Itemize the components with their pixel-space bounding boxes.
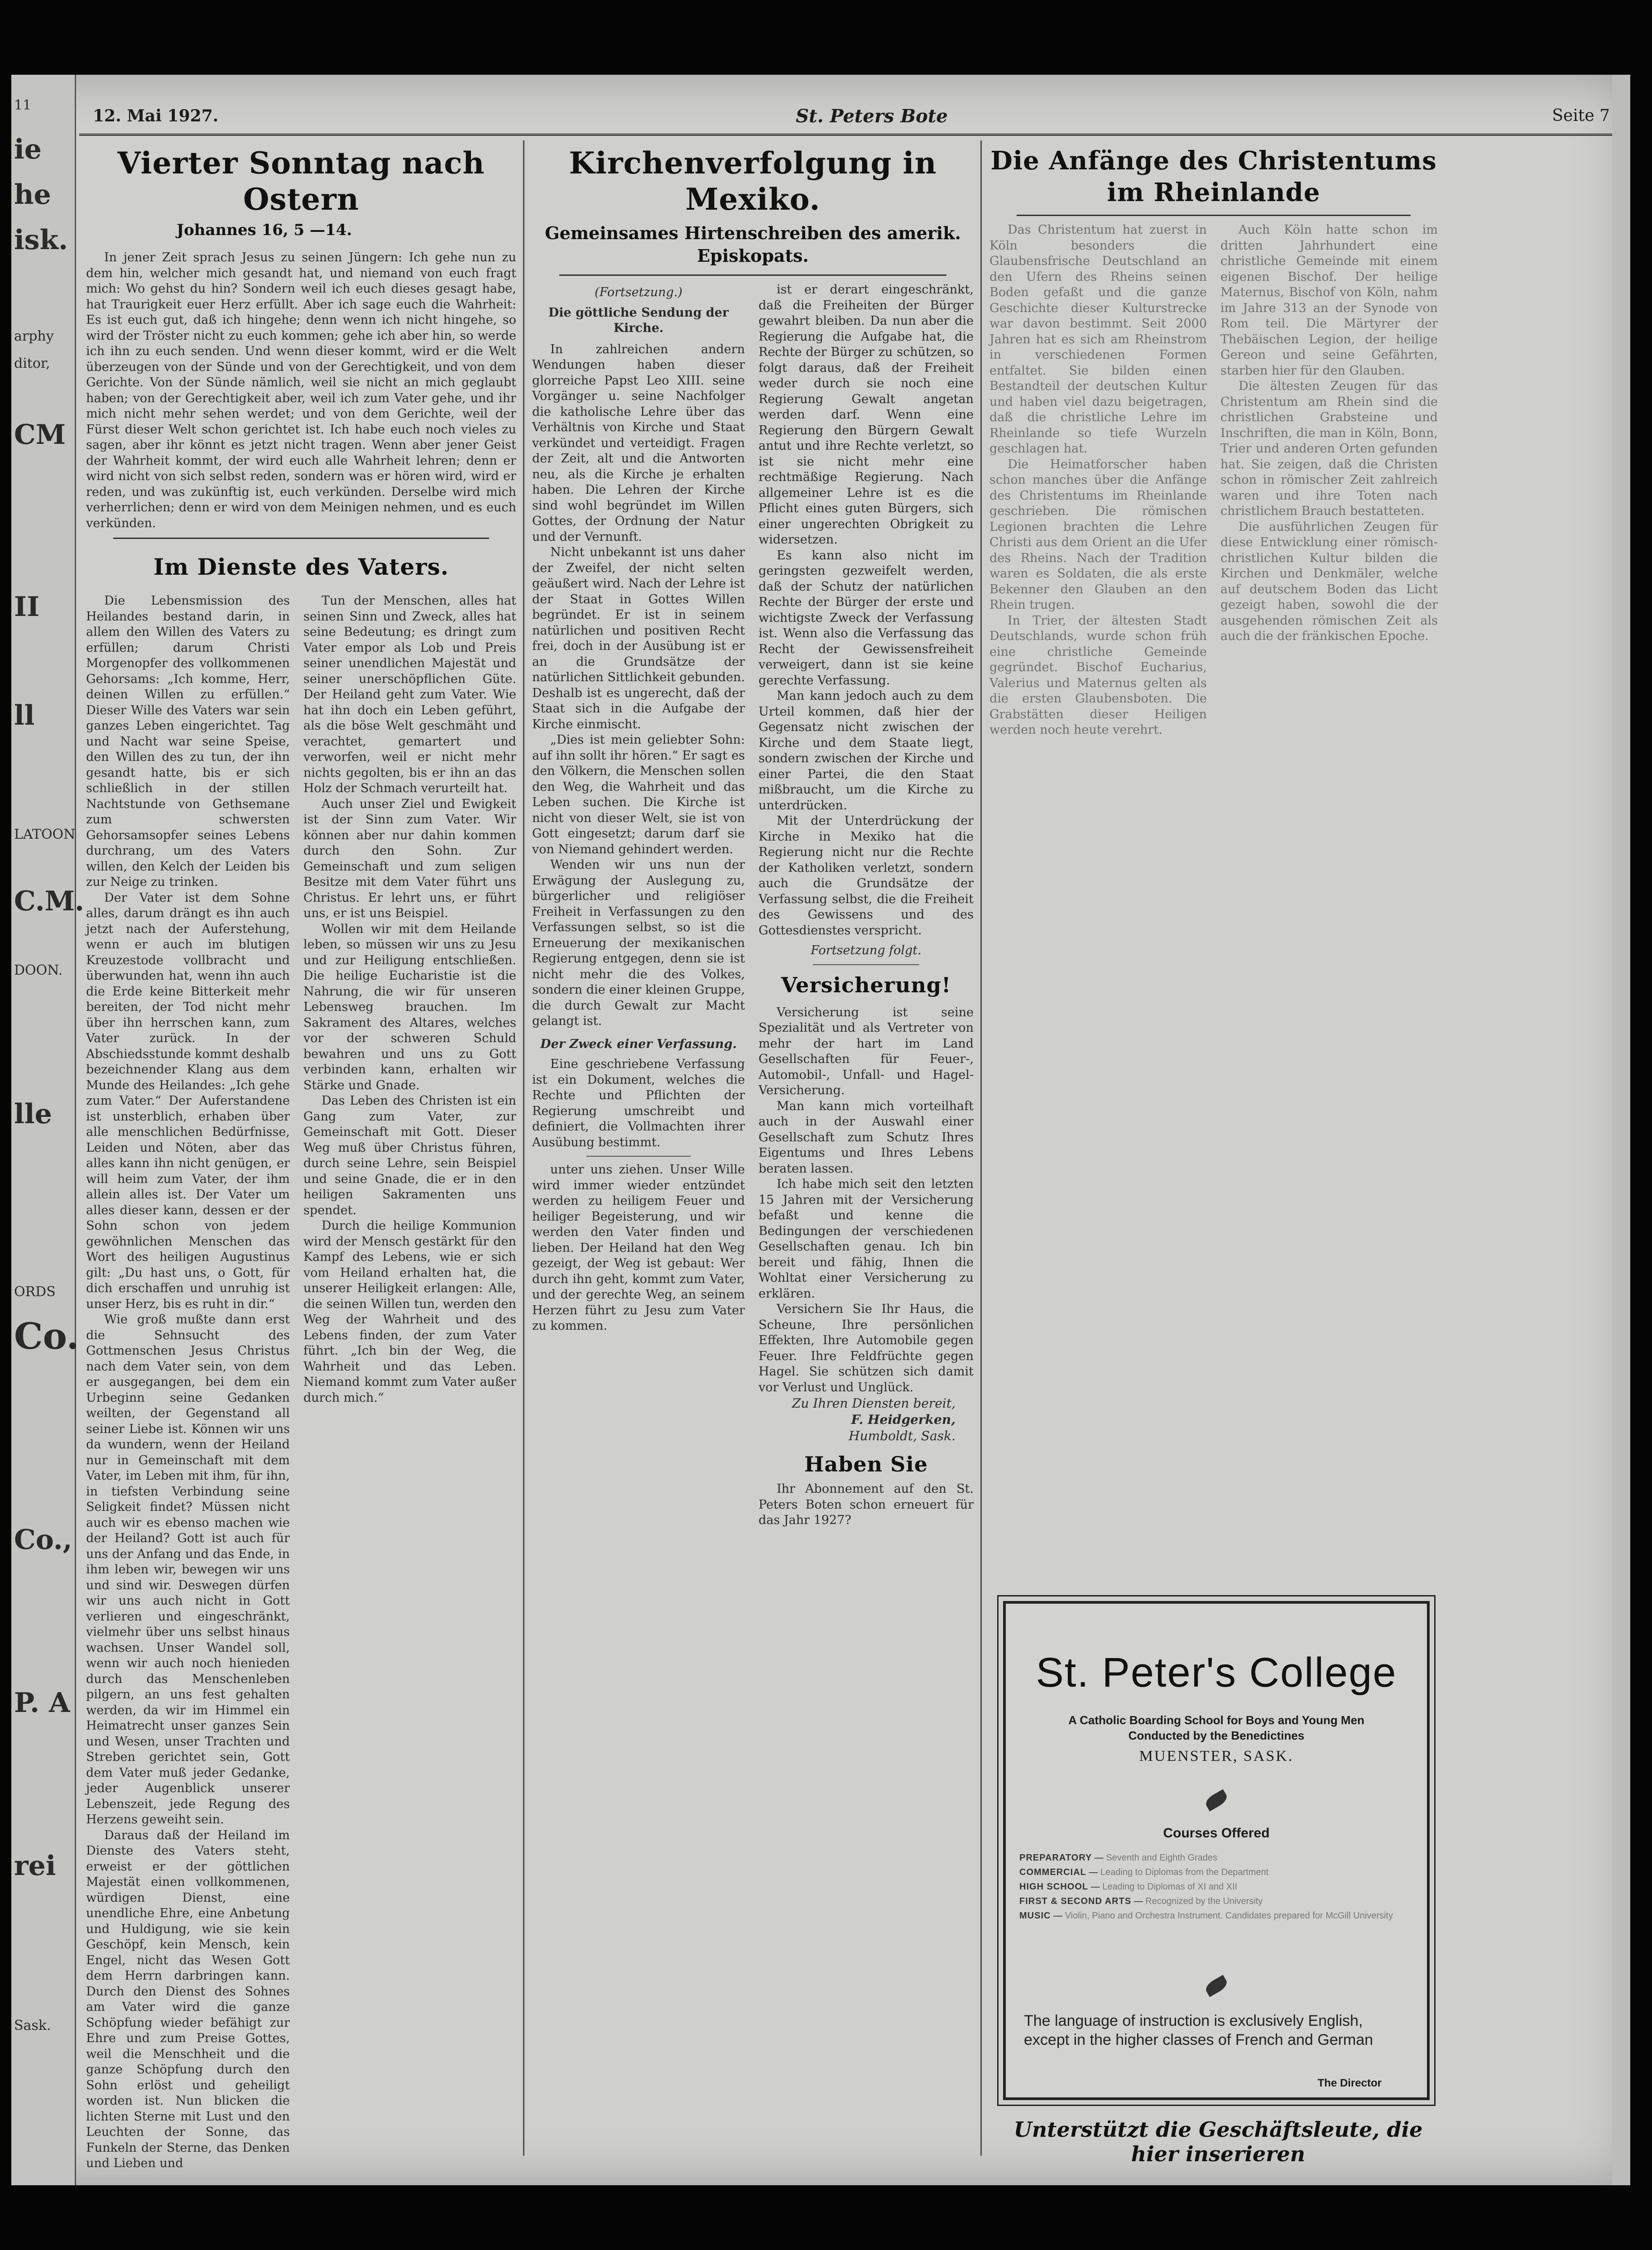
masthead-bar [79, 102, 1628, 136]
ad-tagline [1006, 1712, 1427, 1743]
paragraph: Wollen wir mit dem Heilande leben, so müssen wir uns zu Jesu und zur Heiligung entschließen. Die heilige Eucharistie ist die Nahrung, die wir für unseren Lebensweg brauchen. Im Sakrament des Altares, welches vor der schweren Schuld bewahren und uns zu Gott verbinden kann, erhalten wir Stärke und Gnade. [303, 922, 516, 1092]
ad-signature: The Director [1317, 2077, 1382, 2089]
paragraph: unter uns ziehen. Unser Wille wird immer wieder entzündet werden zu heiligem Feuer und heiliger Begeisterung, und wir werden den Vater finden und lieben. Der Heiland hat den Weg gezeigt, der Weg ist gebaut: Wer durch ihn geht, kommt zum Vater, und der gerechte Weg, an seinem Herzen führt zu Jesu zum Vater zu kommen. [532, 1163, 745, 1333]
edge-fragment: CM [14, 419, 66, 451]
course-name: PREPARATORY [1019, 1853, 1092, 1863]
ad-tagline-line: Conducted by the Benedictines [1128, 1729, 1305, 1742]
course-name: MUSIC [1019, 1911, 1051, 1921]
course-item: HIGH SCHOOL — Leading to Diplomas of XI and XII [1019, 1882, 1238, 1892]
course-item: FIRST & SECOND ARTS — Recognized by the University [1019, 1896, 1263, 1906]
paragraph: Mit der Unterdrückung der Kirche in Mexiko hat die Regierung nicht nur die Rechte der Katholiken verletzt, sondern auch die Grundsätze der Verfassung selbst, die die Freiheit des Gewissens und des Gottesdienstes verspricht. [759, 814, 974, 938]
edge-fragment: DOON. [14, 962, 63, 978]
signature-place: Humboldt, Sask. [849, 1428, 956, 1443]
service-text-right [303, 593, 516, 1406]
edge-fragment: he [14, 179, 51, 211]
paragraph: Durch die heilige Kommunion wird der Mensch gestärkt für den Kampf des Lebens, wie er sich vom Heiland erhalten hat, die unserer Heiligkeit erlangen: Alle, die seinen Willen tun, werden den Weg der Wahrheit und des Lebens finden, der zum Vater führt. „Ich bin der Weg, die Wahrheit und das Leben. Niemand kommt zum Vater außer durch mich.“ [303, 1219, 516, 1405]
paragraph: Versicherung ist seine Spezialität und als Vertreter von mehr der hart im Land Gesellschaften für Feuer-, Automobil-, Unfall- und Hagel-Versicherung. [759, 1005, 974, 1097]
paragraph: In Trier, der ältesten Stadt Deutschlands, wurde schon früh eine christliche Gemeinde gegründet. Bischof Eucharius, Valerius und Maternus gelten als die ersten Glaubensboten. Die Grabstätten dieser Heiligen werden noch heute verehrt. [989, 613, 1207, 737]
paragraph: Es kann also nicht im geringsten gezweifelt werden, daß der Schutz der natürlichen Rechte der Bürger der erste und wichtigste Zweck der Verfassung ist. Wenn also die Verfassung das Recht der Gewissensfreiheit verweigert, dann ist sie keine gerechte Verfassung. [759, 548, 974, 688]
edge-fragment: Sask. [14, 2018, 51, 2034]
paragraph: Die ältesten Zeugen für das Christentum am Rhein sind die christlichen Grabsteine und Inschriften, die man in Köln, Bonn, Trier und anderen Orten gefunden hat. Sie zeigen, daß die Christen schon in römischer Zeit zahlreich waren und ihre Toten nach christlichem Brauch bestatteten. [1220, 379, 1438, 518]
paragraph: Ihr Abonnement auf den St. Peters Boten schon erneuert für das Jahr 1927? [759, 1482, 974, 1527]
edge-fragment: ll [14, 700, 35, 731]
paragraph: Wie groß mußte dann erst die Sehnsucht des Gottmenschen Jesus Christus nach dem Vater sein, von dem er ausgegangen, bei dem ein Urbeginn seine Gedanken weilten, der Gegenstand all seiner Liebe ist. Können wir uns da wundern, wenn der Heiland nur in Gemeinschaft mit dem Vater, im Leben mit ihm, für ihn, in tiefsten Verbindung seine Seligkeit findet? Müssen nicht auch wir es ebenso machen wie der Heiland? Gott ist auch für uns der Anfang und das Ende, in ihm leben wir, bewegen wir uns und sind wir. Deswegen dürfen wir uns auch nicht in Gott verlieren und eingeschränkt, vielmehr über uns selbst hinaus wachsen. Unser Wandel soll, wenn wir auch noch hienieden durch das Menschenleben pilgern, an uns fest gehalten werden, da wir im Himmel ein Heimatrecht unser ganzes Sein und Wesen, unser Trachten und Streben gerichtet sein, Gott dem Vater muß jeder Gedanke, jeder Augenblick unserer Lebenszeit, jede Regung des Herzens geweiht sein. [86, 1312, 290, 1827]
paragraph: Auch Köln hatte schon im dritten Jahrhundert eine christliche Gemeinde mit einem eigenen Bischof. Der heilige Maternus, Bischof von Köln, nahm im Jahre 313 an der Synode von Rom teil. Die Märtyrer der Thebäischen Legion, der heilige Gereon und seine Gefährten, starben hier für den Glauben. [1220, 223, 1438, 378]
page-number: Seite 7 [1552, 106, 1610, 125]
mexico-text-right [759, 282, 974, 1529]
column-sunday [86, 140, 516, 2170]
edge-fragment: ORDS [14, 1284, 56, 1300]
ad-location: MUENSTER, SASK. [1139, 1748, 1294, 1764]
column-rule [980, 140, 982, 2156]
newspaper-name: St. Peters Bote [796, 106, 948, 127]
leaf-ornament-icon [1203, 1789, 1229, 1811]
paragraph: Wenden wir uns nun der Erwägung der Auslegung zu, bürgerlicher und religiöser Freiheit in Verfassungen zu den Verfassungen selbst, so ist die Erneuerung der mexikanischen Regierung entgegen, denn sie ist nicht mehr die des Volkes, sondern die einer kleinen Gruppe, die durch Gewalt zur Macht gelangt ist. [532, 858, 745, 1028]
signature-name: F. Heidgerken, [851, 1412, 956, 1427]
edge-fragment: ie [14, 134, 42, 165]
paragraph: Nicht unbekannt ist uns daher der Zweifel, der nicht selten geäußert wird. Nach der Lehre ist der Staat in Gottes Willen begründet. Er ist in seinem natürlichen und positiven Recht frei, doch in der Ausübung ist er an die Grundsätze der natürlichen Sittlichkeit gebunden. Deshalb ist es ungerecht, daß der Staat sich in die Aufgabe der Kirche einmischt. [532, 545, 745, 731]
course-name: FIRST & SECOND ARTS [1019, 1896, 1132, 1906]
headline-sunday: Vierter Sonntag nach Ostern [117, 145, 485, 217]
continuation-note: (Fortsetzung.) [595, 285, 682, 299]
edge-fragment: 11 [14, 97, 32, 113]
rhineland-text-left [989, 222, 1207, 738]
signature-line: Zu Ihren Diensten bereit, [792, 1396, 956, 1411]
headline-insurance: Versicherung! [781, 972, 951, 997]
headline-rhineland: Die Anfänge des Christentums im Rheinlande [990, 146, 1437, 207]
course-desc: Leading to Diplomas of XI and XII [1102, 1882, 1238, 1892]
section-heading: Die göttliche Sendung der Kirche. [548, 305, 729, 335]
subhead-mexico: Gemeinsames Hirtenschreiben des amerik. Episkopats. [545, 223, 961, 266]
column-rule [523, 140, 524, 2156]
edge-fragment: LATOON [14, 827, 76, 842]
paragraph: Der Vater ist dem Sohne alles, darum drängt es ihn auch jetzt nach der Auferstehung, wenn er auch im blutigen Kreuzestode vollbracht und überwunden hat, wenn ihn auch die Erde keine Bitterkeit mehr bereiten, der Tod nicht mehr über ihn herrschen kann, zum Vater zurück. In der Abschiedsstunde kommt deshalb bezeichnender Klang aus dem Munde des Heilandes: „Ich gehe zum Vater.“ Der Auferstandene ist unsterblich, erhaben über alle menschlichen Bedürfnisse, Leiden und Nöten, aber das alles kann ihn nicht genügen, er will heim zum Vater, der ihm allein alles ist. Der Vater um alles dieser kann, dessen er der Sohn schon von jedem gewöhnlichen Menschen das Wort des heiligen Augustinus gilt: „Du hast uns, o Gott, für dich erschaffen und unruhig ist unser Herz, bis es ruht in dir.“ [86, 890, 290, 1311]
course-desc: Leading to Diplomas from the Department [1100, 1867, 1269, 1877]
divider [1017, 215, 1411, 216]
paragraph: Ich habe mich seit den letzten 15 Jahren mit der Versicherung befaßt und kenne die Bedingungen der verschiedenen Gesellschaften genau. Ich bin bereit und fähig, Ihnen die Wohltat einer Versicherung zu erklären. [759, 1177, 974, 1301]
mexico-text-left [532, 282, 745, 1334]
course-desc: Violin, Piano and Orchestra Instrument. Candidates prepared for McGill University [1065, 1911, 1393, 1921]
gospel-reference: Johannes 16, 5 —14. [177, 221, 352, 239]
paragraph: Versichern Sie Ihr Haus, die Scheune, Ihre persönlichen Effekten, Ihre Automobile gegen Feuer. Ihre Feldfrüchte gegen Hagel. Sie schützen sich damit vor Verlust und Unglück. [759, 1302, 974, 1394]
courses-heading: Courses Offered [1163, 1826, 1270, 1841]
paragraph: Das Christentum hat zuerst in Köln besonders die Glaubensfrische Deutschland an den Ufern des Rheins seinen Boden gefaßt und die ganze Geschichte dieser Kulturstrecke war davon bestimmt. Seit 2000 Jahren hat es sich am Rheinstrom in verschiedenen Formen entfaltet. Sie bilden einen Bestandteil der deutschen Kultur und haben viel dazu beigetragen, daß die christliche Lehre im Rheinlande so tiefe Wurzeln geschlagen hat. [989, 223, 1207, 456]
paragraph: In jener Zeit sprach Jesus zu seinen Jüngern: Ich gehe nun zu dem hin, welcher mich gesandt hat, und niemand von euch fragt mich: Wo gehst du hin? Sondern weil ich euch dieses gesagt habe, hat Traurigkeit euer Herz erfüllt. Aber ich sage euch die Wahrheit: Es ist euch gut, daß ich hingehe; denn wenn ich nicht hingehe, so wird der Tröster nicht zu euch kommen; gehe ich aber hin, so werde ich ihn zu euch senden. Und wenn dieser kommt, wird er die Welt überzeugen von der Sünde und von der Gerechtigkeit, und von dem Gerichte. Von der Sünde nämlich, weil sie nicht an mich geglaubt haben; von der Gerechtigkeit aber, weil ich zum Vater gehe, und ihr mich nicht mehr sehen werdet; und von dem Gerichte, weil der Fürst dieser Welt schon gerichtet ist. Ich habe euch noch vieles zu sagen, aber ihr könnt es jetzt nicht tragen. Wenn aber jener Geist der Wahrheit kommt, der wird euch alle Wahrheit lehren; denn er wird nicht von sich selbst reden, sondern was er hören wird, wird er reden, und was zukünftig ist, euch verkünden. Derselbe wird mich verherrlichen; denn er wird von dem Meinigen nehmen, und es euch verkünden. [86, 250, 516, 530]
course-name: COMMERCIAL [1019, 1867, 1086, 1877]
course-name: HIGH SCHOOL [1019, 1882, 1089, 1892]
issue-date: 12. Mai 1927. [93, 106, 219, 125]
course-desc: Recognized by the University [1145, 1896, 1263, 1906]
paragraph: Man kann mich vorteilhaft auch in der Auswahl einer Gesellschaft zum Schutz Ihres Eigentums und Ihres Lebens beraten lassen. [759, 1099, 974, 1176]
leaf-ornament-icon [1203, 1975, 1229, 1997]
language-note: The language of instruction is exclusively English, except in the higher classes of French and German [1024, 2012, 1373, 2048]
previous-page-edge [11, 75, 84, 2185]
ad-tagline-line: A Catholic Boarding School for Boys and Young Men [1068, 1713, 1364, 1727]
paragraph: Man kann jedoch auch zu dem Urteil kommen, daß hier der Gegensatz nicht zwischen der Kirche und dem Staate liegt, sondern zwischen der Kirche und einer Partei, die den Staat mißbraucht, um die Kirche zu unterdrücken. [759, 689, 974, 812]
paragraph: Die Lebensmission des Heilandes bestand darin, in allem den Willen des Vaters zu erfüllen; darum Christi Morgenopfer des vollkommenen Gehorsams: „Ich komme, Herr, deinen Willen zu erfüllen.“ Dieser Wille des Vaters war sein ganzes Leben eingerichtet. Tag und Nacht war seine Speise, den Willen des zu tun, der ihn gesandt hatte, bis er sich schließlich in der stillen Nachtstunde von Gethsemane zum schwersten Gehorsamsopfer seines Lebens durchrang, um des Vaters willen, den Kelch der Leiden bis zur Neige zu trinken. [86, 594, 290, 889]
edge-fragment: Co. [14, 1315, 79, 1357]
edge-fragment: rei [14, 1850, 56, 1882]
course-item: PREPARATORY — Seventh and Eighth Grades [1019, 1853, 1218, 1863]
edge-fragment: arphy [14, 328, 54, 344]
paragraph: ist er derart eingeschränkt, daß die Freiheiten der Bürger gewahrt bleiben. Da nun aber die Regierung die Aufgabe hat, die Rechte der Bürger zu schützen, so folgt daraus, daß der Freiheit weder durch sie noch eine Regierung Gewalt angetan werden darf. Wenn eine Regierung den Bürgern Gewalt antut und ihre Rechte verletzt, so ist sie nicht mehr eine rechtmäßige Regierung. Nach allgemeiner Lehre ist es die Pflicht eines guten Bürgers, sich einer ungerechten Obrigkeit zu widersetzen. [759, 283, 974, 547]
edge-fragment: II [14, 591, 40, 623]
paragraph: Daraus daß der Heiland im Dienste des Vaters steht, erweist er der göttlichen Majestät einen vollkommenen, würdigen Dienst, eine unendliche Ehre, eine Anbetung und Huldigung, wie sie kein Geschöpf, kein Mensch, kein Engel, nicht das Wesen Gott dem Herrn darbringen kann. Durch den Dienst des Sohnes am Vater wird die ganze Schöpfung wieder befähigt zur Ehre und zum Preise Gottes, weil die Menschheit und die ganze Schöpfung durch den Sohn erlöst und geheiligt worden ist. Nun blicken die lichten Sterne mit Lust und den Leuchten der Sonne, das Funkeln der Sterne, das Denken und Lieben und [86, 1828, 290, 2170]
gospel-text [86, 250, 516, 531]
paragraph: Tun der Menschen, alles hat seinen Sinn und Zweck, alles hat seine Bedeutung; es dringt zum Vater empor als Lob und Preis seiner unendlichen Majestät und seiner unerschöpflichen Güte. Der Heiland geht zum Vater. Wie hat ihn doch ein Leben geführt, als die böse Welt geschmäht und verachtet, gemartert und verworfen, weil er nicht mehr nichts gegolten, bis er ihn an das Holz der Schmach verurteilt hat. [303, 594, 516, 795]
edge-fragment: C.M. [14, 885, 84, 917]
service-text-left [86, 593, 290, 2172]
edge-fragment: lle [14, 1098, 52, 1130]
headline-haben-sie: Haben Sie [804, 1452, 928, 1476]
ad-title: St. Peter's College [1036, 1649, 1397, 1696]
headline-service: Im Dienste des Vaters. [153, 553, 449, 580]
edge-fragment: isk. [14, 224, 68, 256]
divider [813, 964, 919, 965]
course-item: COMMERCIAL — Leading to Diplomas from the Department [1019, 1867, 1269, 1877]
courses-list [1019, 1851, 1418, 1923]
paragraph: Eine geschriebene Verfassung ist ein Dokument, welches die Rechte und Pflichten der Regierung umschreibt und definiert, die Vollmachten ihrer Ausübung bestimmt. [532, 1057, 745, 1149]
paragraph: Das Leben des Christen ist ein Gang zum Vater, zur Gemeinschaft mit Gott. Dieser Weg muß über Christus führen, durch seine Lehre, sein Beispiel und seine Gnade, die er in den heiligen Sakramenten uns spendet. [303, 1094, 516, 1217]
footer-banner: Unterstützt die Geschäftsleute, die hier inserieren [1013, 2117, 1423, 2166]
column-rhineland [989, 140, 1438, 1581]
newspaper-page [11, 75, 1630, 2185]
paragraph: Die Heimatforscher haben schon manches über die Anfänge des Christentums im Rheinlande geschrieben. Die römischen Legionen brachten die Lehre Christi aus dem Orient an die Ufer des Rheins. Nach der Tradition waren es Soldaten, die als erste Bekenner den Glauben an den Rhein trugen. [989, 457, 1207, 612]
paragraph: Auch unser Ziel und Ewigkeit ist der Sinn zum Vater. Wir können aber nur dahin kommen durch den Sohn. Zur Gemeinschaft und zum seligen Besitze mit dem Vater führt uns Christus. Er lehrt uns, er führt uns, er ist uns Beispiel. [303, 797, 516, 920]
course-desc: Seventh and Eighth Grades [1106, 1853, 1218, 1863]
college-advertisement [1003, 1601, 1430, 2100]
page-edge [1612, 75, 1630, 2185]
edge-fragment: ditor, [14, 356, 50, 371]
edge-fragment: P. A [14, 1687, 70, 1719]
to-be-continued: Fortsetzung folgt. [811, 943, 922, 957]
divider [559, 274, 946, 276]
edge-fragment: Co., [14, 1524, 72, 1556]
divider [586, 1156, 691, 1157]
divider [113, 538, 489, 539]
section-heading: Der Zweck einer Verfassung. [540, 1037, 737, 1051]
paragraph: „Dies ist mein geliebter Sohn: auf ihn sollt ihr hören.“ Er sagt es den Völkern, die Menschen sollen den Weg, die Wahrheit und das Leben suchen. Die Kirche ist nicht von dieser Welt, sie ist von Gott eingesetzt; darum darf sie von Niemand gehindert werden. [532, 733, 745, 856]
column-mexico [532, 140, 974, 2165]
headline-mexico: Kirchenverfolgung in Mexiko. [569, 145, 937, 217]
rhineland-text-right [1220, 222, 1438, 644]
paragraph: Die ausführlichen Zeugen für diese Entwicklung einer römisch-christlichen Kultur bilden die Kirchen und Denkmäler, welche auf deutschem Boden das Licht gezeigt haben, sowohl die der ausgehenden römischen Zeit als auch die der fränkischen Epoche. [1220, 519, 1438, 643]
paragraph: In zahlreichen andern Wendungen haben dieser glorreiche Papst Leo XIII. seine Vorgänger u. seine Nachfolger die katholische Lehre über das Verhältnis von Kirche und Staat verkündet und verteidigt. Fragen der Zeit, alt und die Antworten neu, als die Kirche je erhalten haben. Die Lehren der Kirche sind wohl begründet im Willen Gottes, der Ordnung der Natur und der Vernunft. [532, 342, 745, 544]
course-item: MUSIC — Violin, Piano and Orchestra Instrument. Candidates prepared for McGill University [1019, 1911, 1393, 1921]
